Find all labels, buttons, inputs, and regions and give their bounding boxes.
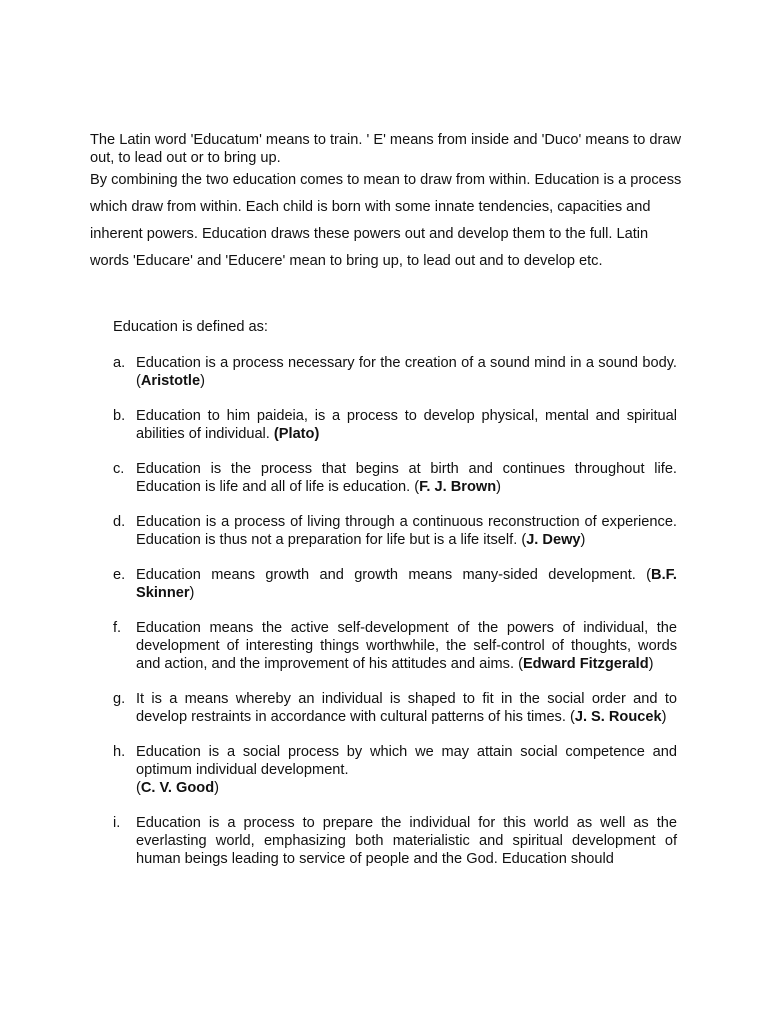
definition-author: J. Dewy [526,532,581,548]
definition-suffix: ) [496,479,502,495]
intro-paragraph-2: By combining the two education comes to mean to draw from within. Education is a process which draw from within. Each child is born with some innate tendencies, capacities and inherent powers. Education draws these powers out and develop them to the full. Latin words 'Educare' and 'Educere' mean to bring up, to lead out and to develop etc. [90,172,682,269]
list-item [113,460,677,496]
definition-suffix: ) [200,373,205,389]
list-marker: h. [113,744,126,760]
definition-text: Education means the active self-development of the powers of individual, the development of interesting things worthwhile, the self-control of thoughts, words and action, and the improvement of his attitudes and aims. ( [136,620,677,672]
definitions-heading: Education is defined as: [113,319,268,335]
list-item [113,690,677,726]
list-marker: b. [113,408,126,424]
definition-text: Education to him paideia, is a process to develop physical, mental and spiritual abilities of individual. [136,408,677,442]
list-item [113,619,677,673]
definition-suffix: ) [214,780,219,796]
definition-author: B.F. Skinner [136,567,677,601]
definition-text: Education is the process that begins at birth and continues throughout life. Education is life and all of life is education. ( [136,461,677,495]
definitions-list [113,354,677,885]
definition-text: It is a means whereby an individual is shaped to fit in the social order and to develop restraints in accordance with cultural patterns of his times. ( [136,691,677,725]
definition-author: J. S. Roucek [574,709,662,725]
definition-suffix: ) [648,656,654,672]
definition-suffix: ) [189,585,195,601]
list-marker: c. [113,461,125,477]
definition-author: Aristotle [140,373,201,389]
list-marker: a. [113,355,126,371]
list-marker: i. [113,815,121,831]
list-marker: d. [113,514,126,530]
definition-author: F. J. Brown [419,479,497,495]
list-item [113,354,677,390]
list-item [113,566,677,602]
definition-text: Education is a process of living through a continuous reconstruction of experience. Education is thus not a preparation for life but is a life itself. ( [136,514,677,548]
list-marker: e. [113,567,126,583]
definition-suffix: ) [661,709,667,725]
list-item [113,407,677,443]
definition-suffix: ) [580,532,586,548]
intro-section [90,131,690,275]
definition-author: C. V. Good [140,780,215,796]
list-item [113,814,677,868]
definition-citation-line [136,779,677,797]
definition-text: Education means growth and growth means many-sided development. ( [136,567,652,583]
intro-paragraph-1: The Latin word 'Educatum' means to train. ' E' means from inside and 'Duco' means to draw out, to lead out or to bring up. [90,132,682,166]
definition-text: Education is a process to prepare the individual for this world as well as the everlasting world, emphasizing both materialistic and spiritual development of human beings leading to service of people and the God. Education should [136,815,677,867]
list-item [113,513,677,549]
list-marker: f. [113,620,122,636]
definition-author: (Plato) [273,426,320,442]
definition-text: Education is a process necessary for the creation of a sound mind in a sound body. ( [136,355,677,389]
list-marker: g. [113,691,126,707]
definition-author: Edward Fitzgerald [522,656,649,672]
definition-prefix: ( [136,780,141,796]
definition-text: Education is a social process by which we may attain social competence and optimum individual development. [136,744,677,778]
list-item [113,743,677,797]
